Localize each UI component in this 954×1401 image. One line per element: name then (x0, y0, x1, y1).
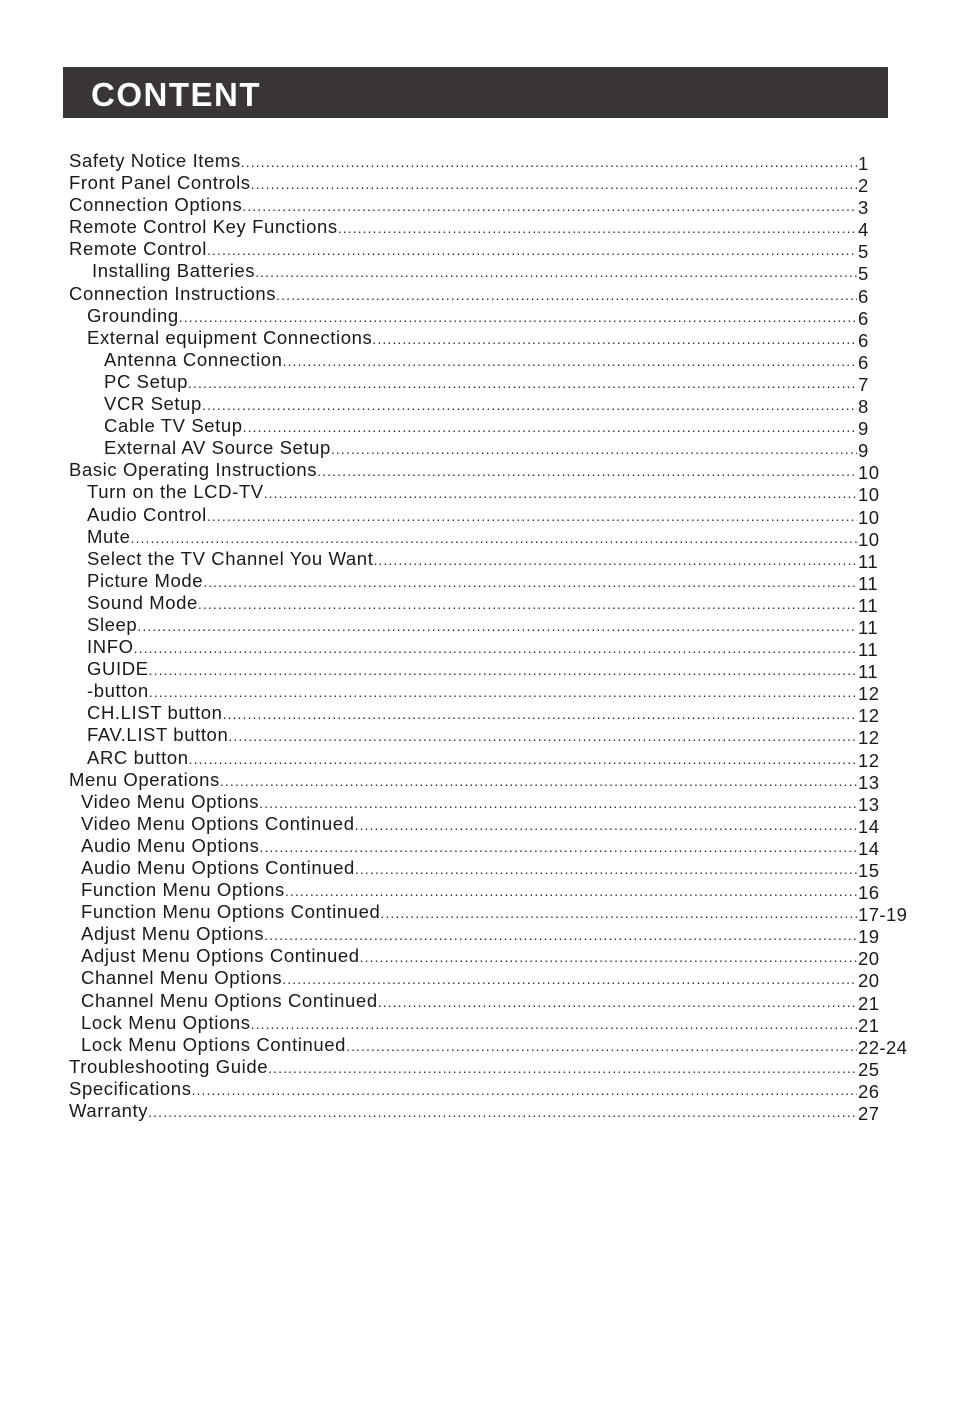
toc-entry (0, 769, 954, 791)
toc-entry (0, 813, 954, 835)
toc-dot-leader (243, 416, 857, 437)
toc-entry (0, 1078, 954, 1100)
toc-dot-leader (282, 968, 857, 989)
toc-entry-page-number: 12 (858, 683, 880, 705)
toc-entry-leader (87, 481, 857, 503)
toc-entry-leader (81, 1012, 857, 1034)
toc-entry (0, 548, 954, 570)
toc-dot-leader (149, 659, 857, 680)
toc-entry-title: Cable TV Setup (104, 415, 243, 437)
toc-entry-page-number: 10 (858, 506, 880, 528)
toc-entry-leader (69, 150, 857, 172)
toc-entry-page-number: 4 (858, 219, 869, 241)
toc-entry (0, 393, 954, 418)
toc-entry-leader (69, 769, 857, 791)
toc-entry-page-number: 6 (858, 329, 869, 351)
toc-entry-title: FAV.LIST button (87, 724, 229, 746)
toc-entry (0, 658, 954, 683)
toc-entry-title: INFO (87, 636, 134, 658)
toc-entry-leader (92, 260, 857, 282)
toc-dot-leader (207, 239, 857, 260)
toc-dot-leader (148, 1101, 857, 1122)
toc-dot-leader (198, 593, 857, 614)
toc-entry-title: Audio Menu Options Continued (81, 857, 355, 878)
toc-entry-title: -button (87, 680, 149, 702)
toc-entry-leader (69, 459, 857, 481)
toc-dot-leader (317, 460, 857, 481)
toc-entry-page-number: 2 (858, 175, 869, 197)
toc-entry-leader (87, 592, 857, 614)
toc-entry-page-number: 14 (858, 837, 880, 859)
content-header-bar (63, 67, 888, 118)
toc-entry-leader (81, 1034, 857, 1056)
toc-dot-leader (228, 725, 857, 746)
toc-entry-title: Sound Mode (87, 591, 198, 613)
toc-dot-leader (264, 482, 857, 503)
toc-entry (0, 1100, 954, 1125)
toc-entry-title: Lock Menu Options Continued (81, 1033, 347, 1055)
toc-entry (0, 371, 954, 393)
toc-entry-page-number: 21 (858, 992, 880, 1014)
toc-dot-leader (285, 880, 857, 901)
toc-entry-page-number: 11 (858, 639, 879, 661)
toc-entry-leader (87, 724, 857, 746)
toc-entry-page-number: 22-24 (858, 1036, 908, 1058)
toc-entry-page-number: 10 (858, 528, 880, 550)
toc-dot-leader (134, 637, 857, 658)
toc-entry (0, 636, 954, 661)
toc-entry-leader (87, 747, 857, 769)
toc-dot-leader (223, 703, 857, 724)
toc-entry-page-number: 8 (858, 396, 869, 418)
toc-entry-leader (81, 879, 857, 901)
toc-entry (0, 437, 954, 462)
toc-entry-page-number: 13 (858, 771, 880, 793)
toc-entry-title: Connection Instructions (69, 282, 277, 304)
toc-entry-title: External equipment Connections (87, 326, 373, 348)
toc-entry (0, 857, 954, 879)
toc-entry-page-number: 7 (858, 373, 869, 395)
toc-entry-leader (81, 835, 857, 857)
toc-dot-leader (131, 527, 857, 548)
toc-dot-leader (242, 195, 857, 216)
toc-dot-leader (264, 924, 857, 945)
toc-entry-title: Warranty (69, 1100, 149, 1122)
toc-entry-page-number: 5 (858, 263, 869, 285)
toc-entry (0, 923, 954, 948)
toc-entry-title: CH.LIST button (87, 702, 223, 724)
toc-dot-leader (378, 991, 857, 1012)
toc-entry-page-number: 6 (858, 307, 869, 329)
toc-entry-page-number: 11 (858, 616, 879, 638)
toc-entry-title: Troubleshooting Guide (69, 1055, 269, 1077)
toc-entry-leader (69, 1100, 857, 1122)
toc-entry-title: Installing Batteries (92, 260, 256, 282)
toc-entry (0, 702, 954, 727)
toc-entry-leader (87, 614, 857, 636)
toc-entry-page-number: 15 (858, 860, 880, 881)
toc-entry-leader (104, 393, 857, 415)
toc-dot-leader (251, 173, 857, 194)
toc-dot-leader (372, 328, 857, 349)
toc-entry-title: PC Setup (104, 370, 188, 392)
toc-entry-page-number: 12 (858, 749, 880, 771)
toc-dot-leader (251, 1013, 857, 1034)
toc-entry-title: Channel Menu Options (81, 967, 283, 989)
toc-entry-title: Connection Options (69, 194, 243, 216)
toc-entry (0, 901, 954, 926)
toc-entry-leader (87, 702, 857, 724)
toc-entry-title: Sleep (87, 613, 138, 635)
toc-dot-leader (188, 372, 857, 393)
toc-dot-leader (268, 1057, 857, 1078)
toc-entry-title: Safety Notice Items (69, 150, 241, 171)
toc-entry-leader (69, 216, 857, 238)
toc-entry-page-number: 6 (858, 285, 869, 307)
toc-entry-leader (81, 923, 857, 945)
page-title: CONTENT (91, 76, 261, 113)
toc-entry (0, 504, 954, 526)
toc-entry-title: GUIDE (87, 658, 149, 680)
toc-entry-title: Adjust Menu Options (81, 923, 265, 945)
toc-dot-leader (220, 770, 857, 791)
toc-dot-leader (179, 306, 857, 327)
toc-entry-page-number: 12 (858, 705, 880, 727)
toc-entry-page-number: 27 (858, 1103, 880, 1125)
toc-entry-leader (81, 945, 857, 967)
toc-entry (0, 260, 954, 285)
toc-entry-title: Lock Menu Options (81, 1011, 251, 1033)
toc-entry-leader (69, 1078, 857, 1100)
toc-entry-page-number: 14 (858, 815, 880, 837)
toc-entry (0, 945, 954, 970)
toc-entry-page-number: 25 (858, 1058, 880, 1080)
toc-entry-page-number: 20 (858, 970, 880, 992)
toc-dot-leader (355, 814, 857, 835)
toc-dot-leader (331, 438, 857, 459)
toc-entry-leader (81, 967, 857, 989)
table-of-contents (0, 150, 954, 1125)
toc-entry-leader (87, 526, 857, 548)
toc-dot-leader (259, 792, 857, 813)
toc-entry-page-number: 11 (858, 661, 879, 683)
toc-entry-leader (87, 658, 857, 680)
toc-entry (0, 1034, 954, 1056)
toc-entry (0, 879, 954, 904)
toc-entry (0, 614, 954, 636)
toc-dot-leader (149, 681, 857, 702)
toc-entry-leader (87, 327, 857, 349)
toc-entry-title: VCR Setup (104, 393, 202, 415)
toc-entry (0, 305, 954, 327)
toc-entry-leader (81, 813, 857, 835)
toc-entry-title: Channel Menu Options Continued (81, 989, 378, 1011)
toc-dot-leader (189, 748, 857, 769)
toc-entry-page-number: 5 (858, 241, 869, 263)
toc-entry-title: Antenna Connection (104, 348, 283, 370)
toc-entry-leader (104, 349, 857, 371)
toc-entry (0, 194, 954, 219)
toc-entry-page-number: 12 (858, 727, 880, 749)
toc-entry-title: Video Menu Options Continued (81, 812, 355, 834)
toc-entry (0, 238, 954, 263)
toc-entry (0, 990, 954, 1012)
toc-dot-leader (137, 615, 857, 636)
toc-dot-leader (338, 217, 857, 238)
toc-dot-leader (276, 284, 857, 305)
toc-entry (0, 791, 954, 813)
toc-entry (0, 172, 954, 197)
toc-entry (0, 724, 954, 749)
toc-entry (0, 216, 954, 241)
toc-entry-title: Function Menu Options Continued (81, 901, 381, 923)
toc-dot-leader (360, 946, 857, 967)
toc-entry-leader (81, 901, 857, 923)
toc-entry-title: ARC button (87, 746, 189, 768)
toc-dot-leader (346, 1035, 857, 1056)
toc-dot-leader (373, 549, 857, 570)
toc-entry-page-number: 21 (858, 1014, 880, 1036)
toc-entry-page-number: 13 (858, 793, 880, 815)
toc-entry (0, 967, 954, 992)
toc-entry-title: Remote Control Key Functions (69, 216, 338, 238)
toc-entry-page-number: 10 (858, 484, 880, 506)
toc-entry-leader (81, 990, 857, 1012)
toc-entry-leader (81, 857, 857, 879)
toc-entry-leader (69, 238, 857, 260)
toc-entry-title: Audio Menu Options (81, 834, 260, 856)
toc-entry-page-number: 17-19 (858, 904, 908, 926)
toc-entry (0, 150, 954, 172)
toc-entry-page-number: 11 (858, 572, 879, 594)
toc-entry-page-number: 11 (858, 594, 879, 616)
toc-entry (0, 459, 954, 484)
toc-entry (0, 349, 954, 371)
toc-dot-leader (241, 151, 857, 172)
toc-entry-leader (87, 636, 857, 658)
toc-entry (0, 680, 954, 705)
toc-entry-title: Remote Control (69, 238, 207, 260)
toc-dot-leader (255, 261, 857, 282)
toc-entry-leader (87, 570, 857, 592)
toc-entry (0, 526, 954, 548)
toc-entry-page-number: 6 (858, 351, 869, 373)
toc-entry-leader (104, 437, 857, 459)
toc-entry-page-number: 11 (858, 550, 879, 572)
toc-entry-leader (104, 415, 857, 437)
toc-entry (0, 570, 954, 592)
toc-entry-page-number: 20 (858, 948, 880, 970)
toc-entry (0, 415, 954, 440)
toc-entry-page-number: 9 (858, 418, 869, 440)
toc-entry-leader (69, 194, 857, 216)
toc-entry-title: Grounding (87, 304, 179, 326)
toc-entry-leader (69, 283, 857, 305)
toc-entry-page-number: 3 (858, 197, 869, 219)
toc-entry (0, 592, 954, 614)
toc-entry (0, 1056, 954, 1078)
toc-dot-leader (259, 836, 857, 857)
toc-entry (0, 747, 954, 769)
toc-dot-leader (202, 394, 857, 415)
toc-dot-leader (192, 1079, 857, 1100)
toc-entry-title: Picture Mode (87, 569, 204, 591)
toc-entry-page-number: 26 (858, 1080, 880, 1102)
toc-entry-page-number: 16 (858, 882, 880, 904)
toc-entry-title: External AV Source Setup (104, 437, 331, 459)
toc-dot-leader (380, 902, 857, 923)
toc-entry-title: Mute (87, 525, 131, 547)
toc-entry-title: Select the TV Channel You Want (87, 547, 374, 569)
toc-entry-leader (87, 504, 857, 526)
toc-entry (0, 283, 954, 305)
toc-entry (0, 1012, 954, 1034)
toc-entry-page-number: 9 (858, 440, 869, 462)
toc-entry-title: Specifications (69, 1077, 192, 1099)
toc-entry-title: Menu Operations (69, 768, 220, 790)
toc-dot-leader (203, 571, 857, 592)
toc-dot-leader (282, 350, 857, 371)
toc-entry-leader (87, 305, 857, 327)
toc-entry-title: Adjust Menu Options Continued (81, 945, 360, 967)
toc-entry-title: Turn on the LCD-TV (87, 481, 264, 503)
toc-entry-leader (104, 371, 857, 393)
toc-entry-title: Basic Operating Instructions (69, 459, 318, 481)
toc-entry-page-number: 10 (858, 462, 880, 484)
toc-entry (0, 327, 954, 349)
toc-entry-leader (69, 1056, 857, 1078)
toc-entry-title: Front Panel Controls (69, 172, 251, 194)
toc-dot-leader (207, 505, 857, 526)
toc-entry-title: Audio Control (87, 503, 207, 525)
toc-entry-leader (87, 680, 857, 702)
toc-entry-leader (69, 172, 857, 194)
toc-entry-leader (81, 791, 857, 813)
toc-entry-title: Function Menu Options (81, 879, 285, 901)
toc-entry-page-number: 19 (858, 926, 880, 948)
toc-entry-title: Video Menu Options (81, 790, 260, 812)
toc-dot-leader (355, 858, 857, 879)
toc-entry-leader (87, 548, 857, 570)
toc-entry-page-number: 1 (858, 153, 869, 174)
toc-entry (0, 835, 954, 857)
toc-entry (0, 481, 954, 506)
